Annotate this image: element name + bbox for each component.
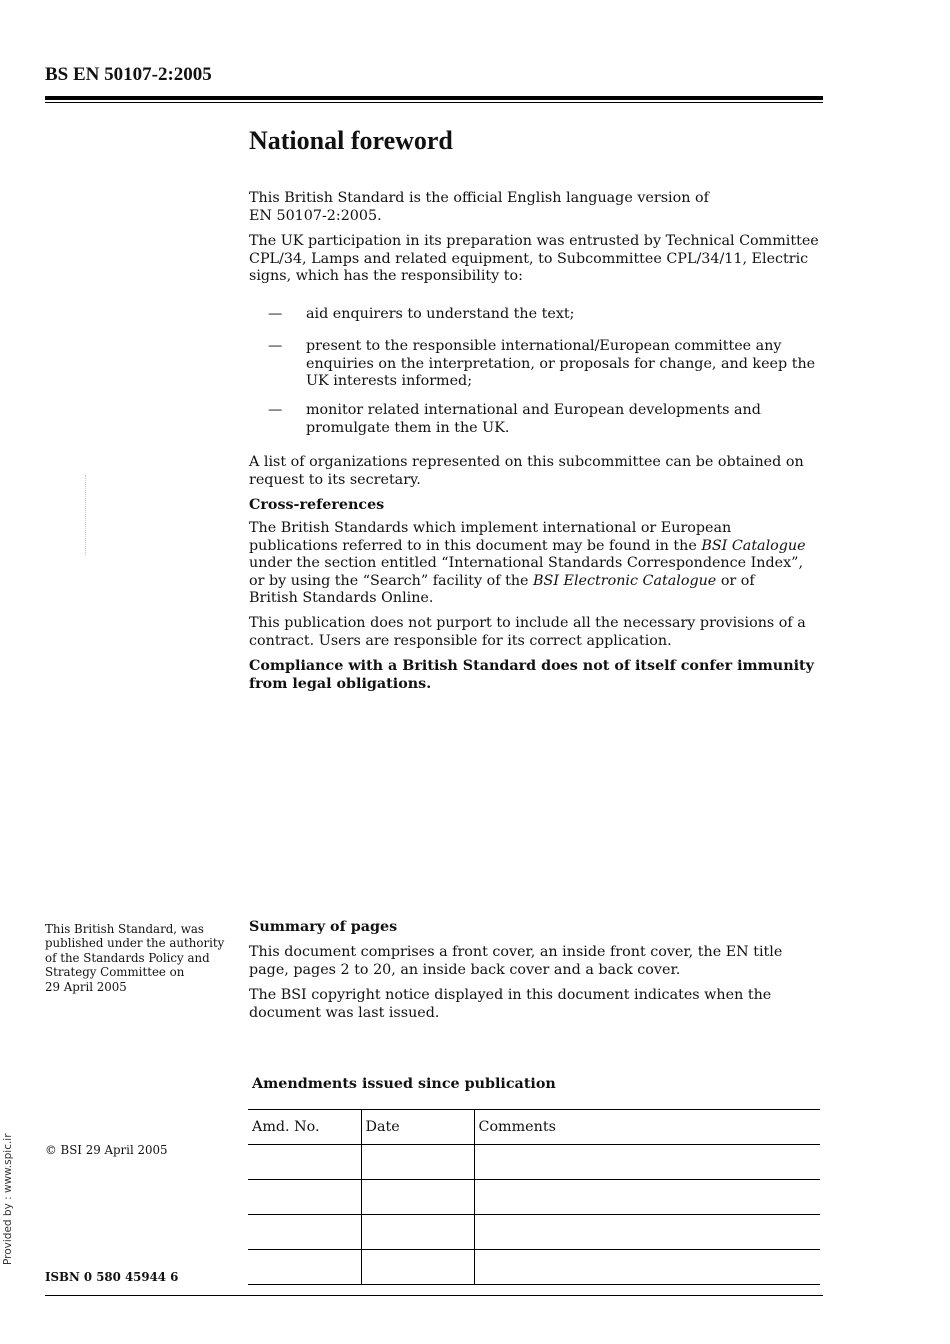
summary-paragraph-2: The BSI copyright notice displayed in this document indicates when the document was last issued. bbox=[249, 987, 772, 1021]
publication-authority-note bbox=[45, 922, 235, 994]
document-id: BS EN 50107-2:2005 bbox=[45, 64, 212, 85]
intro-paragraph-2: The UK participation in its preparation was entrusted by Technical Committee CPL/34, Lamps and related equipment, to Subcommittee CPL/34/11, Electric signs, which has the responsibility to: bbox=[249, 233, 819, 285]
amendments-table bbox=[248, 1109, 820, 1285]
table-cell bbox=[361, 1215, 474, 1250]
side-note-line: Strategy Committee on bbox=[45, 965, 185, 980]
summary-paragraph-1: This document comprises a front cover, an inside front cover, the EN title page, pages 2 to 20, an inside back cover and a back cover. bbox=[249, 944, 783, 978]
column-header: Date bbox=[361, 1110, 474, 1145]
table-cell bbox=[474, 1145, 820, 1180]
header-rule-thick bbox=[45, 96, 823, 100]
amendments-title: Amendments issued since publication bbox=[252, 1076, 556, 1092]
side-note-line: published under the authority bbox=[45, 936, 225, 951]
table-cell bbox=[361, 1250, 474, 1285]
table-cell bbox=[474, 1215, 820, 1250]
cross-ref-text-c: or of bbox=[716, 572, 755, 589]
list-item: monitor related international and European developments and promulgate them in the UK. bbox=[306, 402, 761, 436]
table-row bbox=[248, 1250, 820, 1285]
copyright-notice: © BSI 29 April 2005 bbox=[45, 1143, 168, 1157]
table-cell bbox=[248, 1215, 361, 1250]
side-note-line: of the Standards Policy and bbox=[45, 950, 210, 965]
list-item: present to the responsible international/European committee any enquiries on the interpretation, or proposals for change, and keep the UK interests informed; bbox=[306, 338, 816, 390]
list-dash: — bbox=[268, 402, 283, 418]
side-note-line: 29 April 2005 bbox=[45, 979, 127, 994]
table-row bbox=[248, 1180, 820, 1215]
summary-heading: Summary of pages bbox=[249, 919, 398, 935]
isbn: ISBN 0 580 45944 6 bbox=[45, 1270, 179, 1284]
cross-ref-text-b: under the section entitled “International Standards Correspondence Index”, or by using the “Search” facility of the bbox=[249, 555, 804, 589]
organizations-paragraph: A list of organizations represented on this subcommittee can be obtained on request to its secretary. bbox=[249, 454, 804, 488]
bsi-catalogue-title: BSI Catalogue bbox=[701, 537, 806, 554]
compliance-note: Compliance with a British Standard does not of itself confer immunity from legal obligations. bbox=[249, 658, 814, 692]
intro-line-1: This British Standard is the official English language version of bbox=[249, 190, 709, 206]
table-cell bbox=[474, 1180, 820, 1215]
table-cell bbox=[248, 1180, 361, 1215]
cross-ref-text-d: British Standards Online. bbox=[249, 590, 434, 607]
cross-references-heading: Cross-references bbox=[249, 497, 385, 513]
cross-ref-text-a: The British Standards which implement international or European publications referred to in this document may be found in the bbox=[249, 520, 732, 554]
page-title: National foreword bbox=[249, 126, 453, 155]
list-dash: — bbox=[268, 338, 283, 354]
faint-watermark-mark bbox=[85, 475, 92, 555]
header-rule-thin bbox=[45, 102, 823, 103]
table-cell bbox=[248, 1250, 361, 1285]
table-cell bbox=[361, 1145, 474, 1180]
cross-references-paragraph bbox=[249, 520, 823, 608]
side-note-line: This British Standard, was bbox=[45, 922, 204, 936]
table-cell bbox=[474, 1250, 820, 1285]
column-header: Comments bbox=[474, 1110, 820, 1145]
contract-note: This publication does not purport to include all the necessary provisions of a contract. Users are responsible for its correct application. bbox=[249, 615, 806, 649]
table-cell bbox=[248, 1145, 361, 1180]
column-header: Amd. No. bbox=[248, 1110, 361, 1145]
table-row bbox=[248, 1145, 820, 1180]
table-cell bbox=[361, 1180, 474, 1215]
provider-notice: Provided by : www.spic.ir bbox=[2, 1133, 14, 1265]
list-dash: — bbox=[268, 306, 283, 322]
intro-line-2: EN 50107-2:2005. bbox=[249, 207, 382, 224]
table-header-row bbox=[248, 1110, 820, 1145]
bsi-electronic-catalogue-title: BSI Electronic Catalogue bbox=[533, 572, 717, 589]
list-item: aid enquirers to understand the text; bbox=[306, 306, 575, 322]
footer-rule bbox=[45, 1295, 823, 1296]
intro-paragraph-1 bbox=[249, 190, 823, 225]
table-row bbox=[248, 1215, 820, 1250]
